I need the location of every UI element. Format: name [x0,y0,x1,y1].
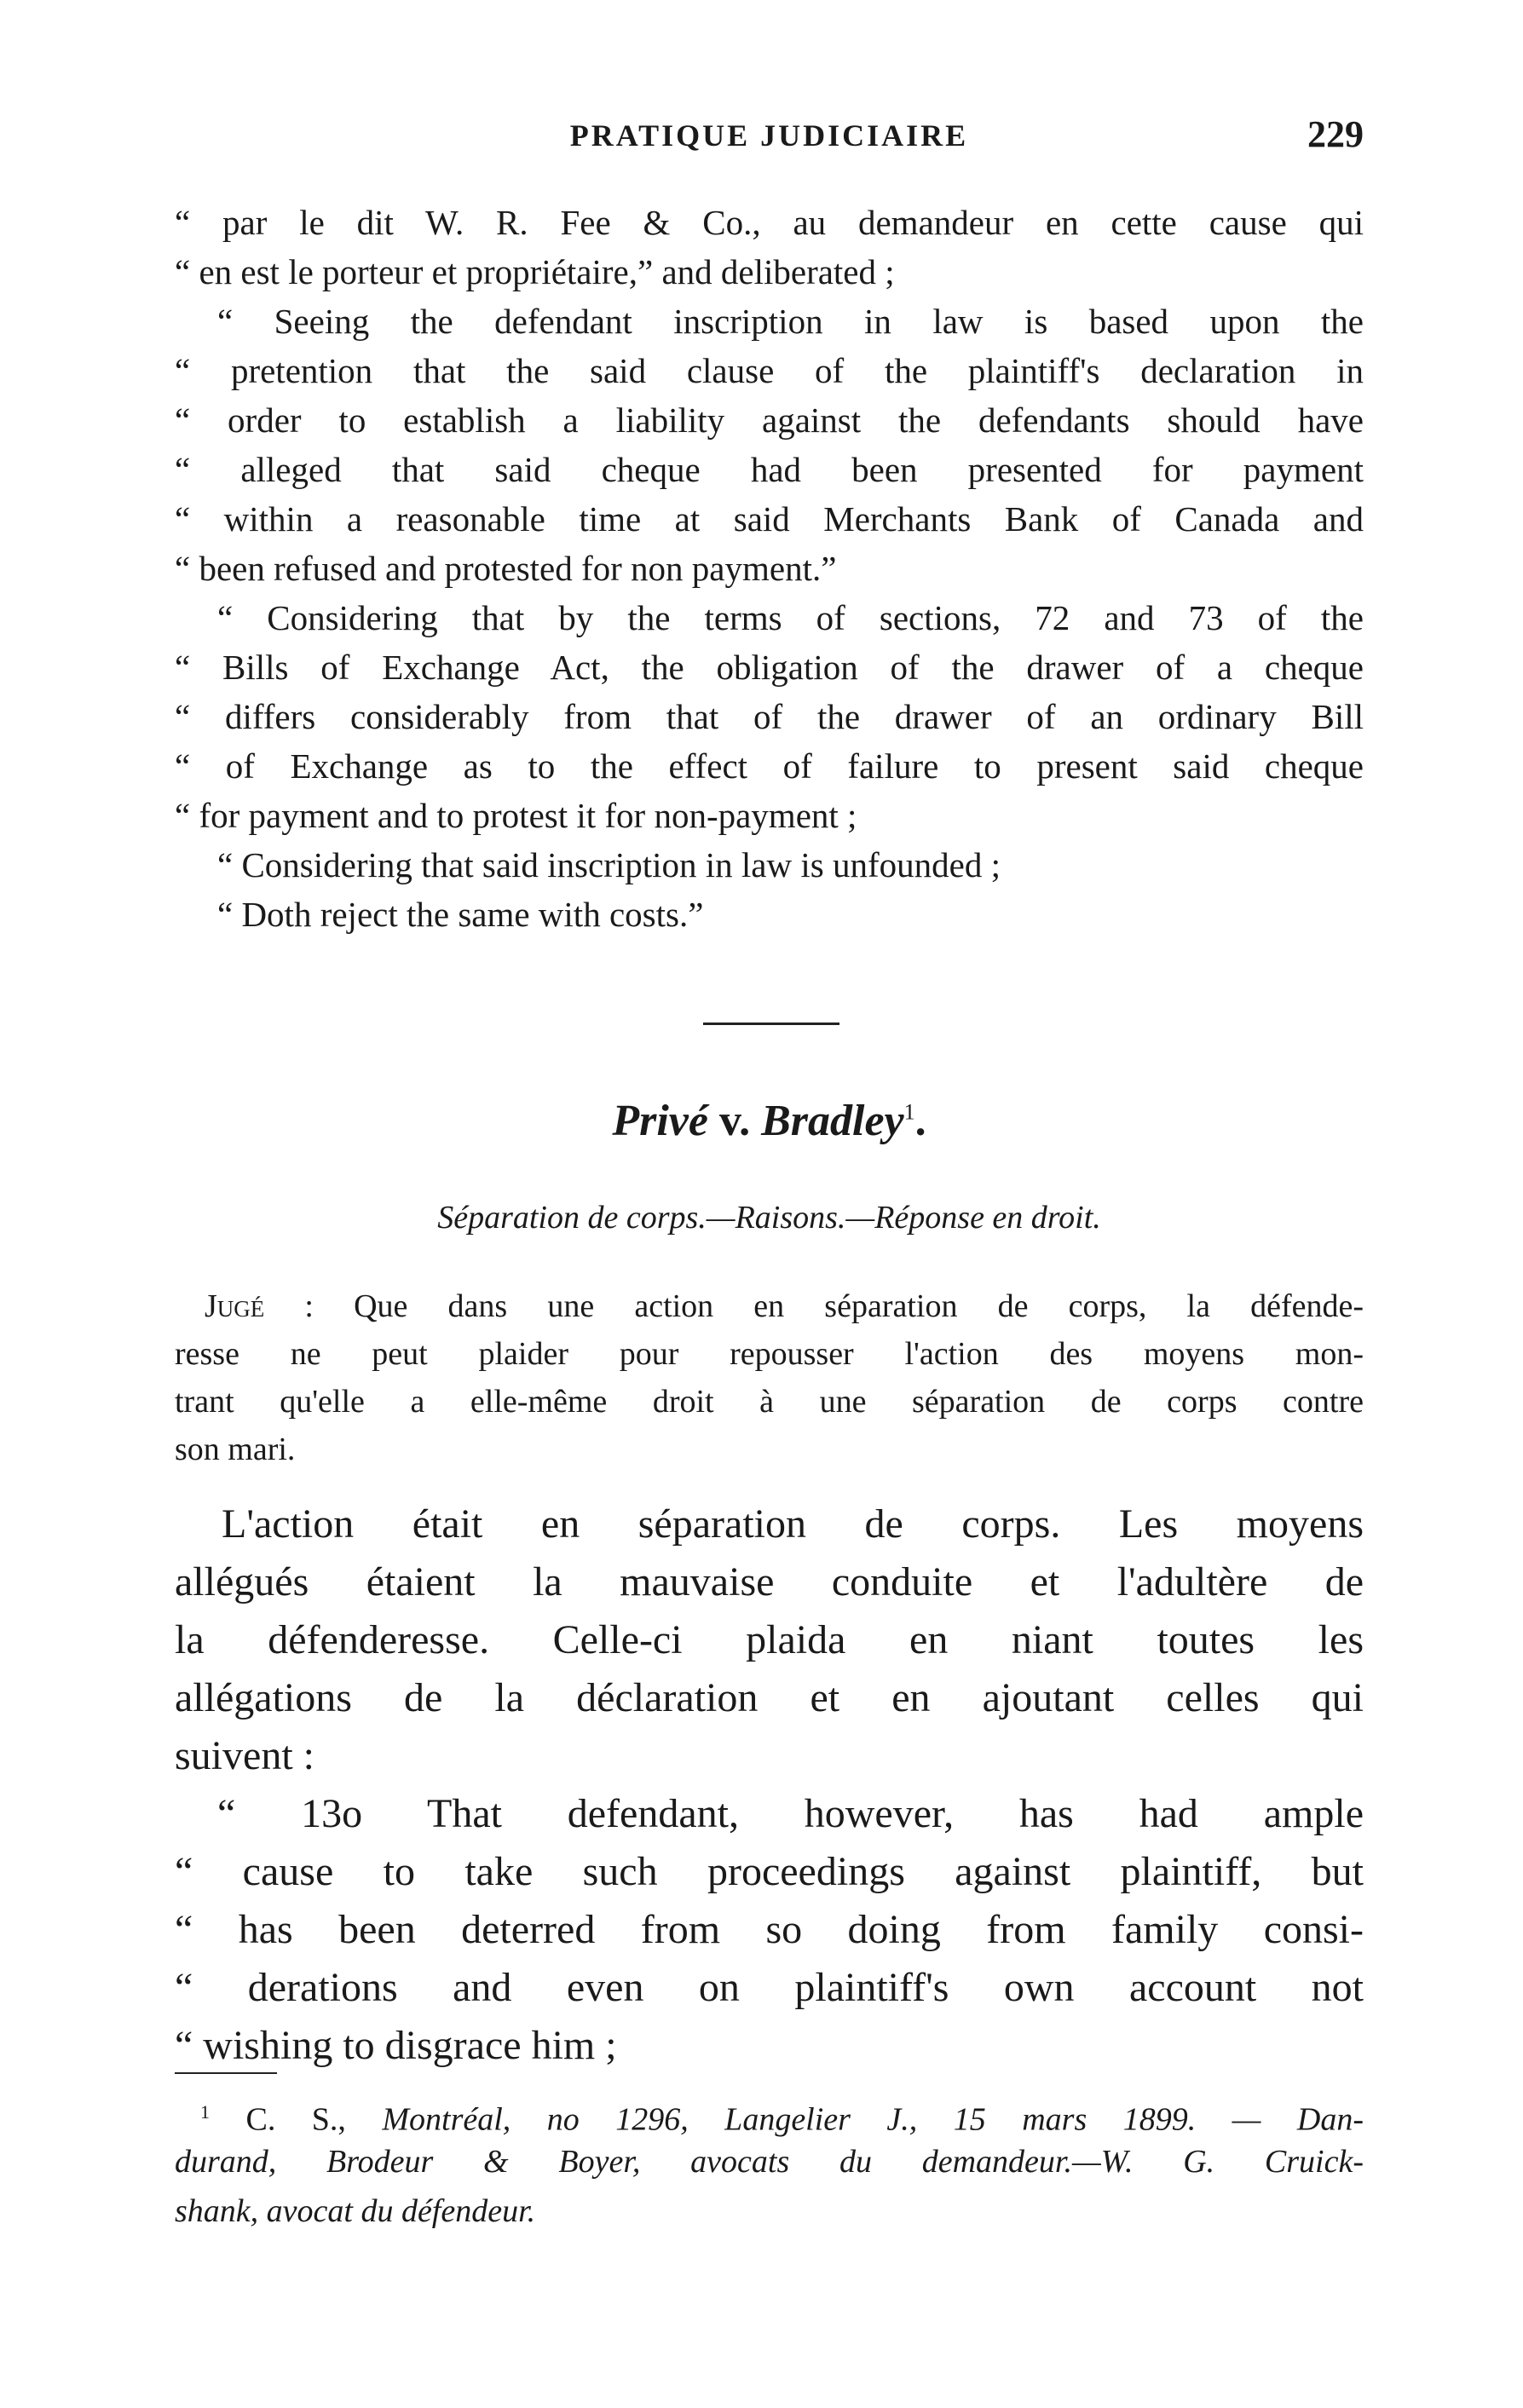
quote-line: “ pretention that the said clause of the plaintiff's declaration in [175,351,1364,390]
footnote-line: durand, Brodeur & Boyer, avocats du demandeur.—W. G. Cruick- [175,2144,1364,2180]
body-line: allégations de la déclaration et en ajoutant celles qui [175,1675,1364,1720]
quote-line: “ order to establish a liability against the defendants should have [175,400,1364,440]
footnote-court: C. S., [245,2101,383,2138]
case-title: Privé v. Bradley$^1$. [612,1097,926,1145]
body-line: “ wishing to disgrace him ; [175,2023,617,2068]
quote-line: “ alleged that said cheque had been presented for payment [175,450,1364,489]
body-line: “ cause to take such proceedings against plaintiff, but [175,1849,1364,1894]
quote-line: “ Considering that said inscription in law is unfounded ; [217,845,1001,884]
running-head [175,112,1364,164]
headnote [175,1282,1364,1473]
body-line: “ derations and even on plaintiff's own account not [175,1965,1364,2010]
headnote-line [175,1282,1364,1330]
quote-line: “ par le dit W. R. Fee & Co., au demandeur en cette cause qui [175,203,1364,242]
footnote-reference: 1 [903,1099,915,1125]
running-title: PRATIQUE JUDICIAIRE [569,118,969,153]
page-number: 229 [1307,113,1364,155]
body-line: allégués étaient la mauvaise conduite et l'adultère de [175,1559,1364,1604]
footnote [175,2088,1364,2236]
headnote-text: Que dans une action en séparation de corps, la défende- [354,1288,1364,1324]
body-line: la défenderesse. Celle-ci plaida en niant toutes les [175,1617,1364,1662]
quote-line: “ for payment and to protest it for non-payment ; [175,796,857,835]
section-divider [703,1023,839,1025]
quote-line: “ within a reasonable time at said Merchants Bank of Canada and [175,499,1364,539]
quote-line: “ Doth reject the same with costs.” [217,895,704,934]
quote-line: “ Considering that by the terms of sections, 72 and 73 of the [217,598,1364,637]
footnote-line [175,2088,1364,2137]
body-line: “ has been deterred from so doing from family consi- [175,1907,1364,1952]
body-line: L'action était en séparation de corps. Les moyens [222,1501,1364,1547]
footnote-citation: Montréal, no 1296, Langelier J., 15 mars 1899. — Dan- [382,2101,1364,2138]
quoted-judgment [175,198,1364,939]
headnote-line: trant qu'elle a elle-même droit à une séparation de corps contre [175,1384,1364,1420]
quote-line: “ been refused and protested for non payment.” [175,549,837,588]
body-line: “ 13o That defendant, however, has had ample [217,1791,1364,1836]
quote-line: “ en est le porteur et propriétaire,” and deliberated ; [175,252,895,291]
quote-line: “ Seeing the defendant inscription in law is based upon the [217,302,1364,341]
footnote-divider [175,2072,277,2074]
headnote-line: son mari. [175,1432,296,1467]
headnote-label: Jugé : [205,1288,314,1324]
case-defendant: Bradley [761,1097,904,1145]
quote-line: “ Bills of Exchange Act, the obligation of the drawer of a cheque [175,648,1364,687]
headnote-line: resse ne peut plaider pour repousser l'action des moyens mon- [175,1336,1364,1372]
body-line: suivent : [175,1733,314,1778]
footnote-mark: 1 [200,2101,210,2123]
case-subtitle: Séparation de corps.—Raisons.—Réponse en droit. [437,1200,1101,1236]
quote-line: “ of Exchange as to the effect of failure to present said cheque [175,746,1364,786]
case-versus: v. [718,1097,751,1145]
footnote-line: shank, avocat du défendeur. [175,2193,536,2229]
body-text [175,1495,1364,2075]
quote-line: “ differs considerably from that of the drawer of an ordinary Bill [175,697,1364,736]
case-plaintiff: Privé [612,1097,708,1145]
